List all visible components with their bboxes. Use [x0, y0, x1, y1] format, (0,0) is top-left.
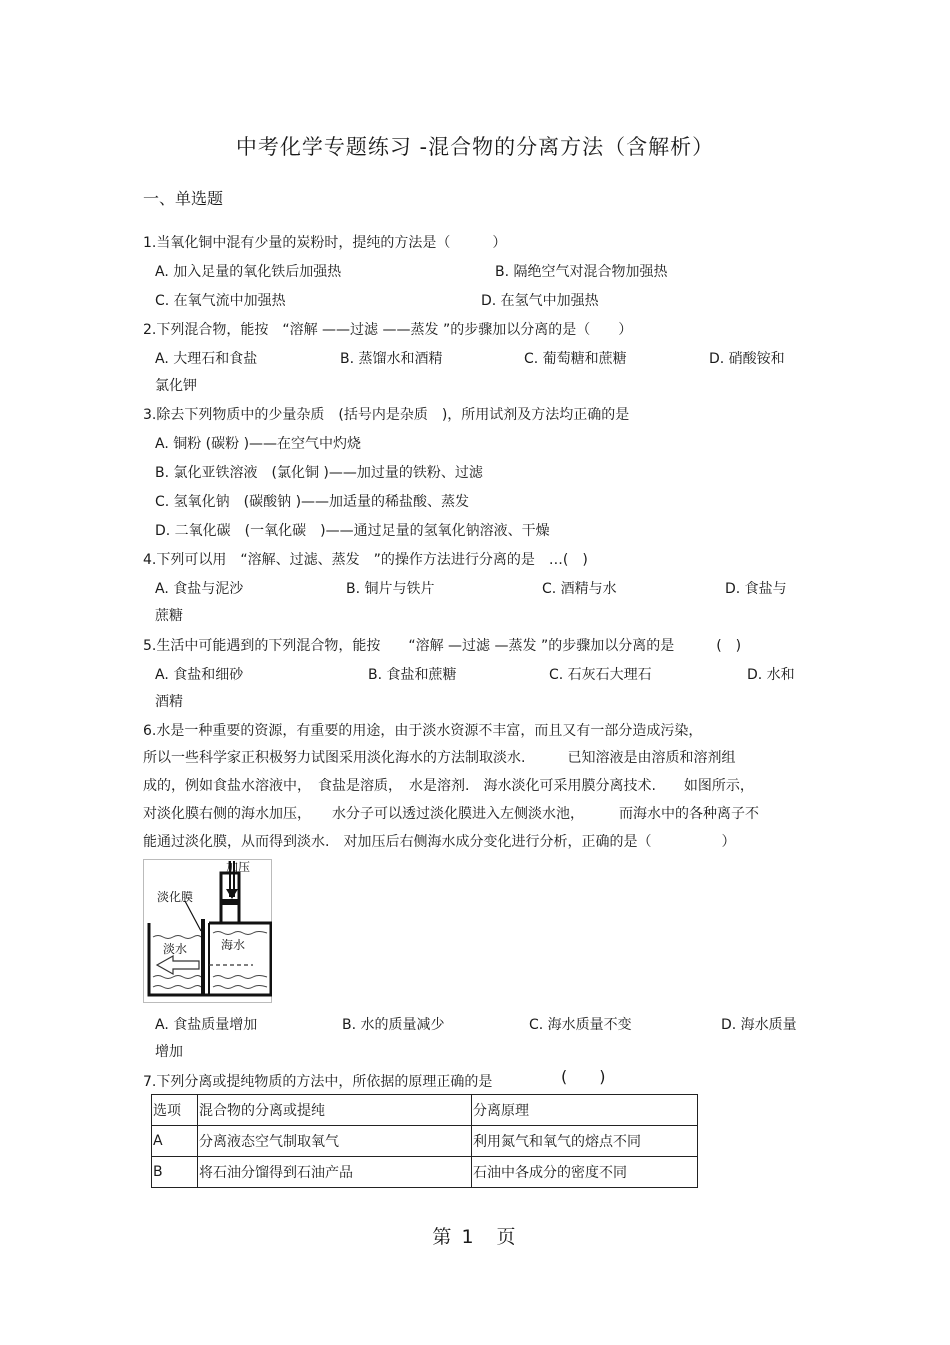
- question-1-option-a: A. 加入足量的氧化铁后加强热: [155, 264, 342, 280]
- question-3-option-a: A. 铜粉 (碳粉 )——在空气中灼烧: [155, 436, 362, 452]
- question-4-stem: 4.下列可以用 “溶解、过滤、蒸发 ”的操作方法进行分离的是 …( ): [143, 552, 588, 568]
- question-6-option-c: C. 海水质量不变: [529, 1017, 632, 1033]
- section-heading: 一、单选题: [143, 189, 224, 208]
- question-4-option-c: C. 酒精与水: [542, 581, 617, 597]
- question-6-option-a: A. 食盐质量增加: [155, 1017, 258, 1033]
- question-3-option-d: D. 二氧化碳 (一氧化碳 )——通过足量的氢氧化钠溶液、干燥: [155, 523, 550, 539]
- table-cell: A: [152, 1126, 198, 1157]
- table-cell: 将石油分馏得到石油产品: [198, 1157, 472, 1188]
- table-row: [152, 1157, 698, 1188]
- table-cell: 利用氮气和氧气的熔点不同: [472, 1126, 698, 1157]
- question-2-option-c: C. 葡萄糖和蔗糖: [524, 351, 627, 367]
- question-2-option-d: D. 硝酸铵和: [709, 351, 785, 367]
- question-1-option-c: C. 在氧气流中加强热: [155, 293, 286, 309]
- question-1-option-b: B. 隔绝空气对混合物加强热: [495, 264, 668, 280]
- question-4-option-a: A. 食盐与泥沙: [155, 581, 244, 597]
- question-7-table: [151, 1094, 698, 1188]
- figure-label-pressure: 加压: [226, 860, 251, 874]
- table-row: [152, 1095, 698, 1126]
- question-7-answer-paren: ( ): [561, 1067, 606, 1086]
- question-6-option-d-cont: 增加: [155, 1044, 183, 1060]
- question-6-line-2: 所以一些科学家正积极努力试图采用淡化海水的方法制取淡水. 已知溶液是由溶质和溶剂组: [143, 750, 736, 766]
- question-2-stem: 2.下列混合物，能按 “溶解 ——过滤 ——蒸发 ”的步骤加以分离的是（ ）: [143, 322, 633, 338]
- question-4-option-d-cont: 蔗糖: [155, 608, 183, 624]
- question-3-stem: 3.除去下列物质中的少量杂质 (括号内是杂质 )，所用试剂及方法均正确的是: [143, 407, 630, 423]
- question-6-line-4: 对淡化膜右侧的海水加压， 水分子可以透过淡化膜进入左侧淡水池， 而海水中的各种离子不: [143, 806, 759, 822]
- table-cell: 分离液态空气制取氧气: [198, 1126, 472, 1157]
- table-header-cell: 选项: [152, 1095, 198, 1126]
- question-5-option-d-cont: 酒精: [155, 694, 183, 710]
- question-4-option-d: D. 食盐与: [725, 581, 787, 597]
- table-header-cell: 分离原理: [472, 1095, 698, 1126]
- question-6-line-1: 6.水是一种重要的资源，有重要的用途，由于淡水资源不丰富，而且又有一部分造成污染，: [143, 723, 703, 739]
- figure-label-membrane: 淡化膜: [157, 890, 194, 904]
- table-cell: B: [152, 1157, 198, 1188]
- question-3-option-c: C. 氢氧化钠 (碳酸钠 )——加适量的稀盐酸、蒸发: [155, 494, 470, 510]
- question-2-option-b: B. 蒸馏水和酒精: [340, 351, 443, 367]
- figure-label-freshwater: 淡水: [163, 942, 188, 956]
- question-5-stem: 5.生活中可能遇到的下列混合物，能按 “溶解 —过滤 —蒸发 ”的步骤加以分离的是 ( ): [143, 638, 742, 654]
- question-1-stem: 1.当氧化铜中混有少量的炭粉时，提纯的方法是（ ）: [143, 235, 507, 251]
- question-6-line-3: 成的，例如食盐水溶液中， 食盐是溶质， 水是溶剂. 海水淡化可采用膜分离技术. 如图所示，: [143, 778, 754, 794]
- question-5-option-b: B. 食盐和蔗糖: [368, 667, 457, 683]
- desalination-diagram: [143, 859, 272, 1003]
- question-5-option-c: C. 石灰石大理石: [549, 667, 652, 683]
- question-2-option-a: A. 大理石和食盐: [155, 351, 258, 367]
- figure-label-seawater: 海水: [221, 938, 246, 952]
- table-row: [152, 1126, 698, 1157]
- question-6-line-5: 能通过淡化膜，从而得到淡水. 对加压后右侧海水成分变化进行分析，正确的是（ ）: [143, 834, 736, 850]
- desalination-figure: [143, 859, 272, 1003]
- question-5-option-a: A. 食盐和细砂: [155, 667, 244, 683]
- question-1-option-d: D. 在氢气中加强热: [481, 293, 599, 309]
- question-5-option-d: D. 水和: [747, 667, 795, 683]
- page-number: 第 1 页: [432, 1226, 518, 1248]
- question-6-option-d: D. 海水质量: [721, 1017, 797, 1033]
- question-6-option-b: B. 水的质量减少: [342, 1017, 445, 1033]
- page-title: 中考化学专题练习 -混合物的分离方法（含解析）: [235, 135, 715, 159]
- question-7-stem: 7.下列分离或提纯物质的方法中，所依据的原理正确的是: [143, 1074, 493, 1090]
- question-3-option-b: B. 氯化亚铁溶液 (氯化铜 )——加过量的铁粉、过滤: [155, 465, 483, 481]
- question-2-option-d-cont: 氯化钾: [155, 378, 197, 394]
- table-cell: 石油中各成分的密度不同: [472, 1157, 698, 1188]
- question-4-option-b: B. 铜片与铁片: [346, 581, 435, 597]
- table-header-cell: 混合物的分离或提纯: [198, 1095, 472, 1126]
